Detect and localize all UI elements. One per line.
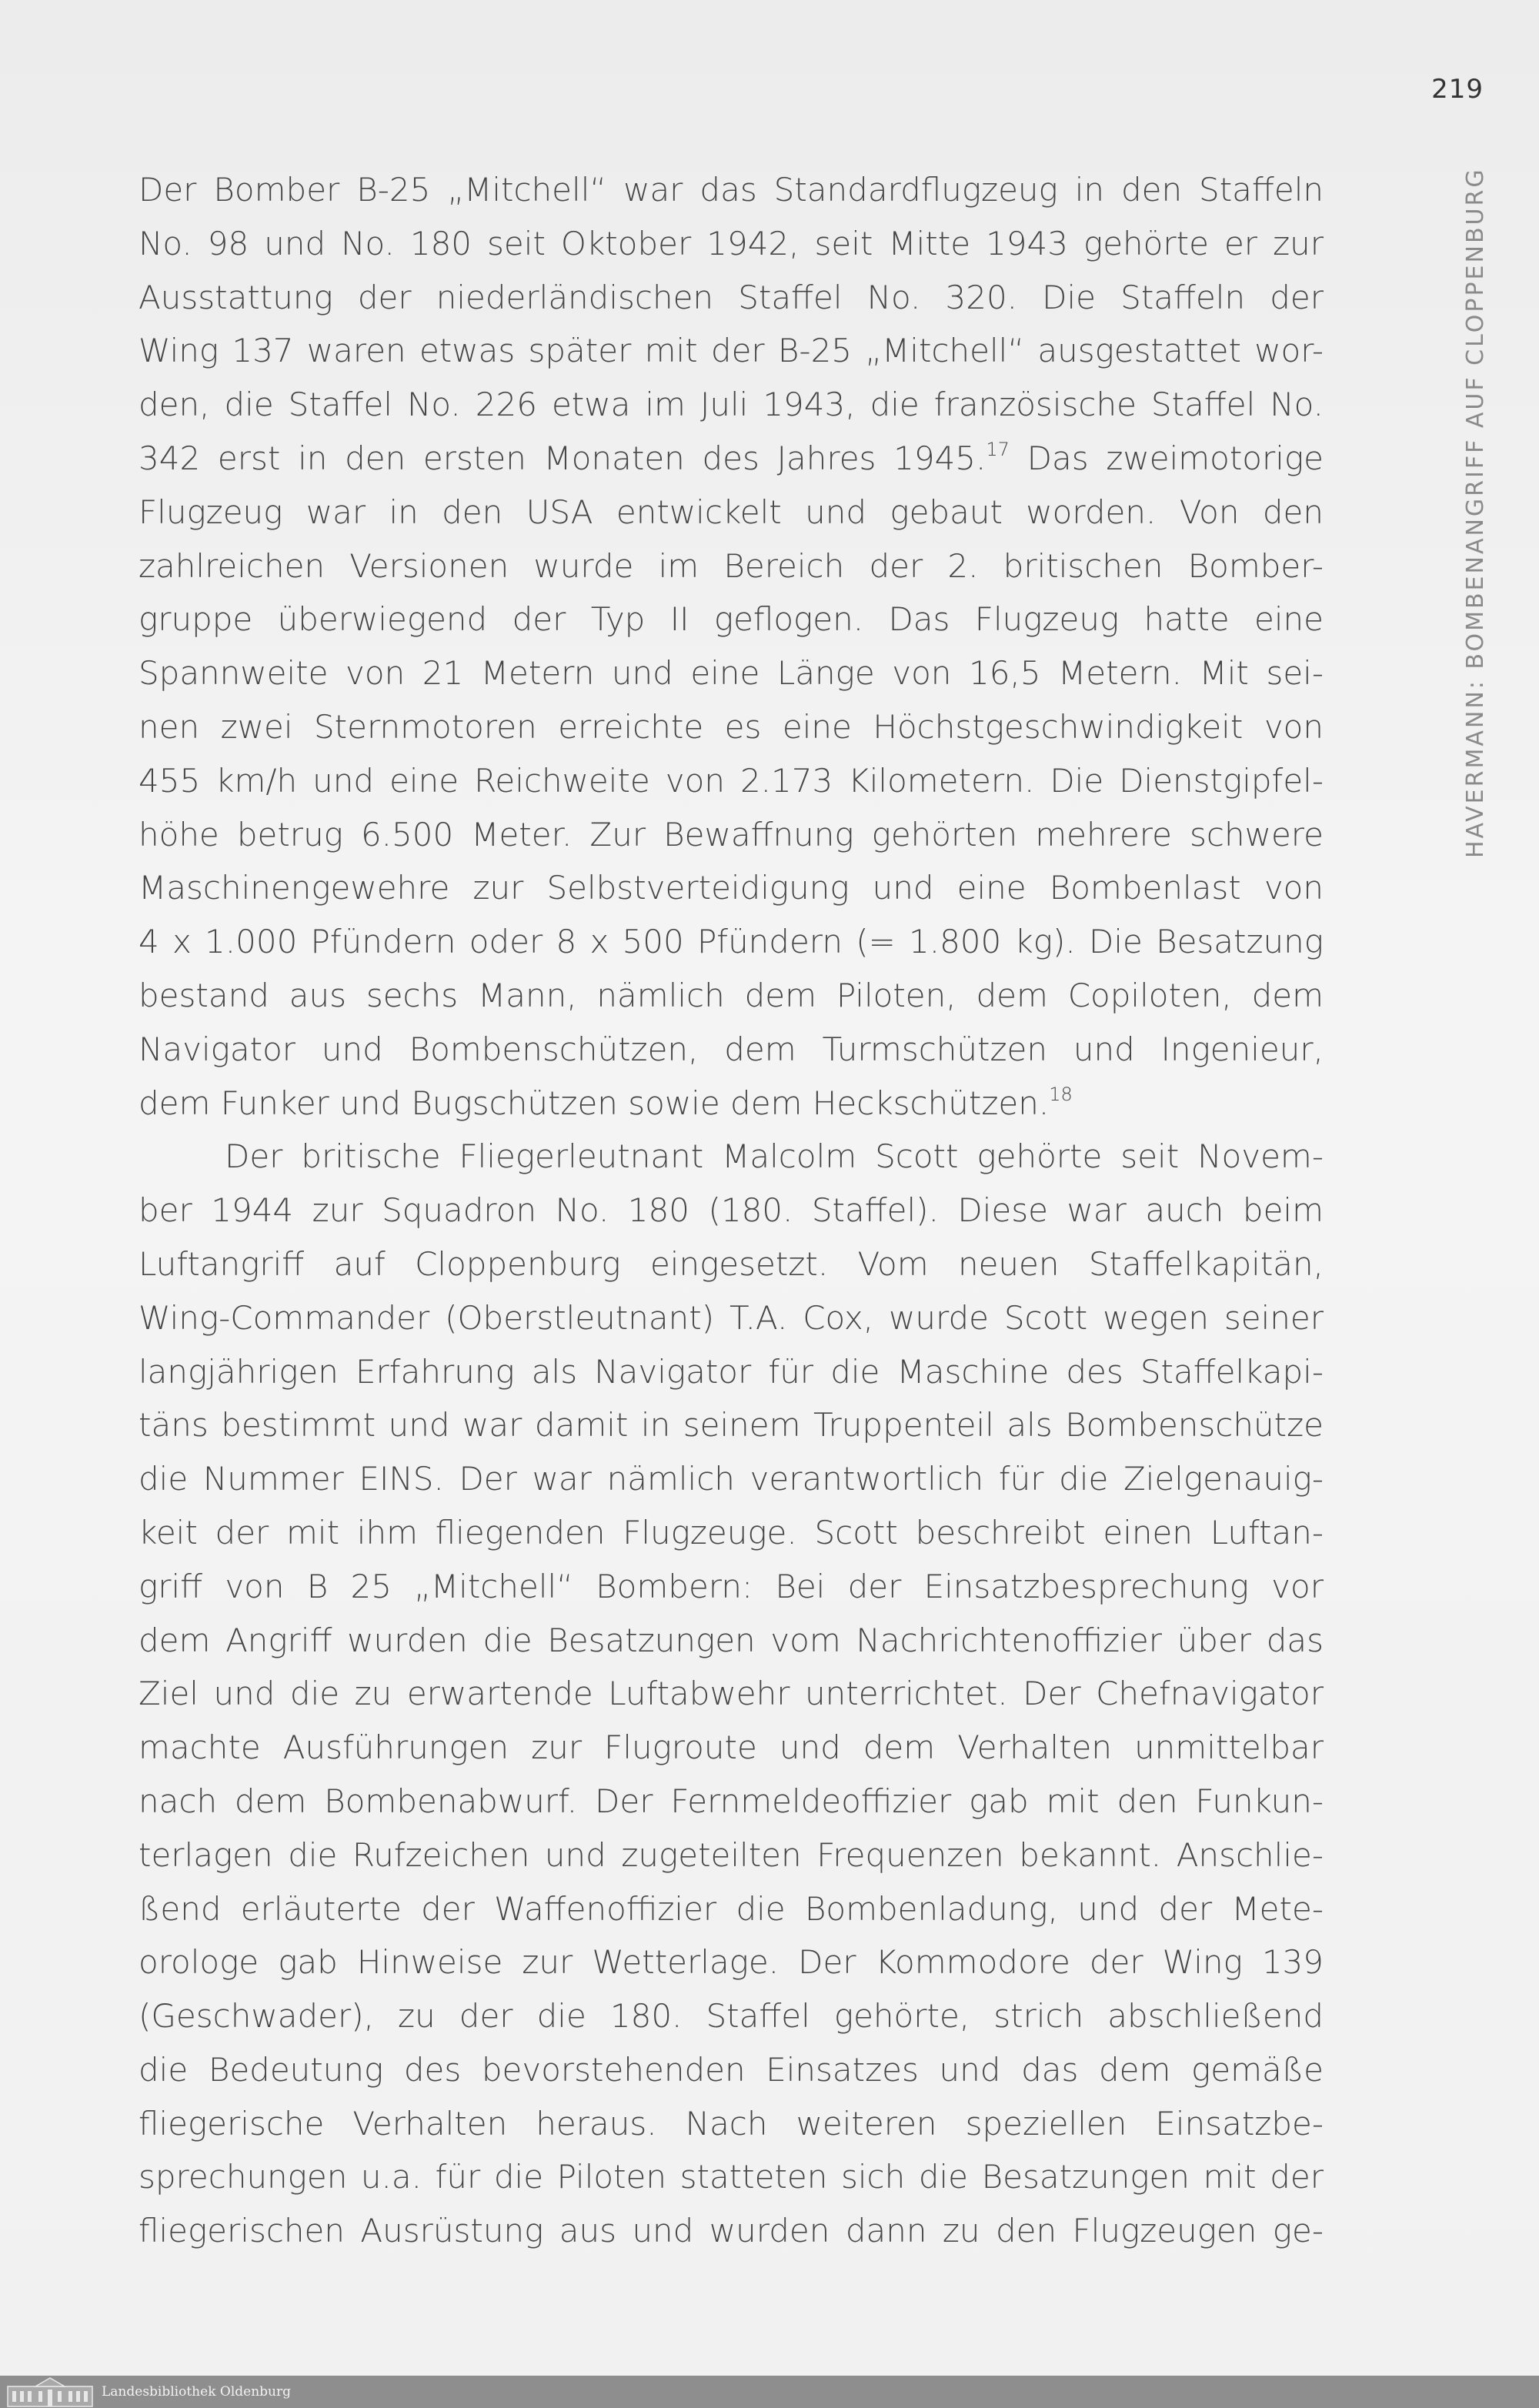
text-line: langjährigen Erfahrung als Navigator für die Maschine des Staffelkapi- <box>139 1352 1324 1391</box>
text-line: Ziel und die zu erwartende Luftabwehr unterrichtet. Der Chefnavigator <box>139 1675 1324 1713</box>
text-line: Luftangriff auf Cloppenburg eingesetzt. Vom neuen Staffelkapitän, <box>139 1244 1324 1283</box>
library-name: Landesbibliothek Oldenburg <box>102 2384 292 2400</box>
text-line: die Bedeutung des bevorstehenden Einsatzes und das dem gemäße <box>139 2050 1324 2089</box>
text-line: fliegerischen Ausrüstung aus und wurden dann zu den Flugzeugen ge- <box>139 2212 1324 2250</box>
text-line: Maschinengewehre zur Selbstverteidigung und eine Bombenlast von <box>139 869 1324 907</box>
body-text <box>139 163 1324 2258</box>
paragraph <box>139 1130 1324 2258</box>
text-line: Der Bomber B-25 „Mitchell“ war das Standardflugzeug in den Staffeln <box>139 171 1324 209</box>
running-head: HAVERMANN: BOMBENANGRIFF AUF CLOPPENBURG <box>1462 167 1489 858</box>
text-line: 4 x 1.000 Pfündern oder 8 x 500 Pfündern (= 1.800 kg). Die Besatzung <box>139 923 1324 961</box>
text-line: Spannweite von 21 Metern und eine Länge von 16,5 Metern. Mit sei- <box>139 654 1324 693</box>
text-line: fliegerische Verhalten heraus. Nach weiteren speziellen Einsatzbe- <box>139 2104 1324 2142</box>
text-line: Der britische Fliegerleutnant Malcolm Scott gehörte seit Novem- <box>225 1137 1324 1176</box>
text-line-start: 342 erst in den ersten Monaten des Jahres 1945. <box>139 439 986 477</box>
text-line-end: Das zweimotorige <box>1009 439 1324 477</box>
text-line: höhe betrug 6.500 Meter. Zur Bewaffnung gehörten mehrere schwere <box>139 815 1324 853</box>
text-line: dem Angriff wurden die Besatzungen vom Nachrichtenoffizier über das <box>139 1621 1324 1659</box>
text-line: Flugzeug war in den USA entwickelt und gebaut worden. Von den <box>139 493 1324 531</box>
text-line: zahlreichen Versionen wurde im Bereich der 2. britischen Bomber- <box>139 546 1324 585</box>
text-line: Wing-Commander (Oberstleutnant) T.A. Cox, wurde Scott wegen seiner <box>139 1298 1324 1337</box>
text-line: sprechungen u.a. für die Piloten statteten sich die Besatzungen mit der <box>139 2158 1324 2196</box>
text-line: griff von B 25 „Mitchell“ Bombern: Bei der Einsatzbesprechung vor <box>139 1567 1324 1605</box>
text-line-start: dem Funker und Bugschützen sowie dem Heckschützen. <box>139 1084 1050 1122</box>
text-line: täns bestimmt und war damit in seinem Truppenteil als Bombenschütze <box>139 1406 1324 1444</box>
text-line: keit der mit ihm fliegenden Flugzeuge. Scott beschreibt einen Luftan- <box>139 1513 1324 1551</box>
text-line: machte Ausführungen zur Flugroute und dem Verhalten unmittelbar <box>139 1728 1324 1767</box>
text-line: terlagen die Rufzeichen und zugeteilten Frequenzen bekannt. Anschlie- <box>139 1835 1324 1874</box>
footnote-ref: 18 <box>1049 1083 1073 1105</box>
page-number: 219 <box>1431 74 1484 105</box>
text-line: No. 98 und No. 180 seit Oktober 1942, seit Mitte 1943 gehörte er zur <box>139 224 1324 262</box>
text-line: orologe gab Hinweise zur Wetterlage. Der Kommodore der Wing 139 <box>139 1943 1324 1982</box>
text-line: Navigator und Bombenschützen, dem Turmschützen und Ingenieur, <box>139 1030 1324 1068</box>
text-line: (Geschwader), zu der die 180. Staffel gehörte, strich abschließend <box>139 1997 1324 2036</box>
text-line: die Nummer EINS. Der war nämlich verantwortlich für die Zielgenauig- <box>139 1460 1324 1498</box>
text-line: 455 km/h und eine Reichweite von 2.173 Kilometern. Die Dienstgipfel- <box>139 761 1324 800</box>
text-line: gruppe überwiegend der Typ II geflogen. Das Flugzeug hatte eine <box>139 600 1324 639</box>
library-building-icon <box>5 2376 95 2408</box>
text-line: Ausstattung der niederländischen Staffel No. 320. Die Staffeln der <box>139 278 1324 316</box>
paragraph <box>139 163 1324 1130</box>
text-line <box>139 1077 1324 1131</box>
text-line: nach dem Bombenabwurf. Der Fernmeldeoffizier gab mit den Funkun- <box>139 1782 1324 1820</box>
text-line: ßend erläuterte der Waffenoffizier die Bombenladung, und der Mete- <box>139 1889 1324 1928</box>
footnote-ref: 17 <box>986 438 1010 460</box>
text-line: bestand aus sechs Mann, nämlich dem Piloten, dem Copiloten, dem <box>139 976 1324 1014</box>
text-line: ber 1944 zur Squadron No. 180 (180. Staffel). Diese war auch beim <box>139 1191 1324 1230</box>
text-line: nen zwei Sternmotoren erreichte es eine Höchstgeschwindigkeit von <box>139 707 1324 746</box>
text-line: Wing 137 waren etwas später mit der B-25 „Mitchell“ ausgestattet wor- <box>139 332 1324 370</box>
library-footer <box>0 2376 1539 2408</box>
text-line: den, die Staffel No. 226 etwa im Juli 1943, die französische Staffel No. <box>139 386 1324 424</box>
text-line <box>139 432 1324 486</box>
